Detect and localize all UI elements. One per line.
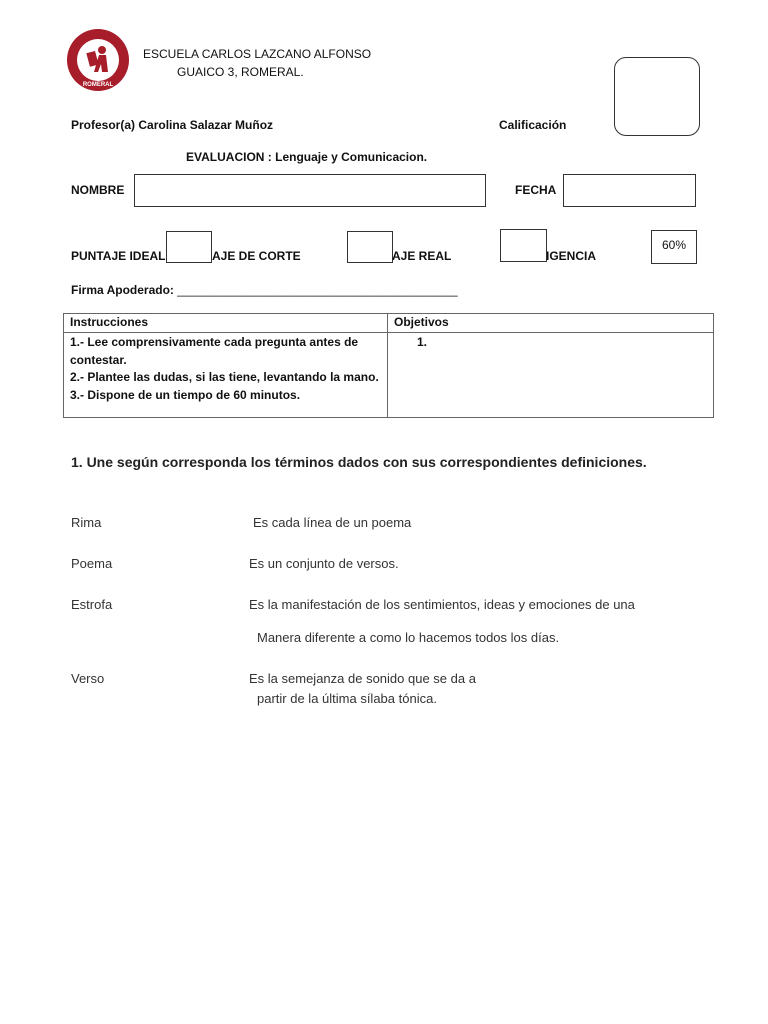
question-title: 1. Une según corresponda los términos dados con sus correspondientes definiciones. <box>71 454 647 470</box>
term-poema: Poema <box>71 556 113 571</box>
exigencia-label: IGENCIA <box>546 249 597 263</box>
firma-line[interactable]: __________________________________________ <box>177 283 458 297</box>
fecha-label: FECHA <box>515 183 557 197</box>
definition-4: Manera diferente a como lo hacemos todos los días. <box>257 630 560 645</box>
puntaje-ideal-label: PUNTAJE IDEAL <box>71 249 166 263</box>
school-address: GUAICO 3, ROMERAL. <box>177 65 304 79</box>
definition-3: Es la manifestación de los sentimientos, ideas y emociones de una <box>249 597 635 612</box>
objective-item: 1. <box>417 335 428 349</box>
teacher-name: Profesor(a) Carolina Salazar Muñoz <box>71 118 274 132</box>
definition-6: partir de la última sílaba tónica. <box>257 691 437 706</box>
school-name: ESCUELA CARLOS LAZCANO ALFONSO <box>143 47 372 61</box>
puntaje-real-label: AJE REAL <box>392 249 452 263</box>
exigencia-value-box <box>651 230 697 264</box>
grade-box[interactable] <box>614 57 700 136</box>
instruction-item: 3.- Dispone de un tiempo de 60 minutos. <box>70 387 301 402</box>
definition-1: Es cada línea de un poema <box>253 515 412 530</box>
term-rima: Rima <box>71 515 102 530</box>
instruction-item: 1.- Lee comprensivamente cada pregunta antes de contestar. <box>70 335 359 367</box>
exigencia-box[interactable] <box>500 229 547 262</box>
objetivos-header: Objetivos <box>388 314 714 333</box>
evaluation-title: EVALUACION : Lenguaje y Comunicacion. <box>186 150 428 164</box>
term-estrofa: Estrofa <box>71 597 113 612</box>
puntaje-ideal-box[interactable] <box>166 231 212 263</box>
instructions-table <box>63 313 714 418</box>
calificacion-label: Calificación <box>499 118 567 132</box>
term-verso: Verso <box>71 671 105 686</box>
definition-2: Es un conjunto de versos. <box>249 556 399 571</box>
puntaje-corte-box[interactable] <box>347 231 393 263</box>
puntaje-corte-label: AJE DE CORTE <box>212 249 301 263</box>
instrucciones-header: Instrucciones <box>64 314 388 333</box>
nombre-label: NOMBRE <box>71 183 125 197</box>
exigencia-value: 60% <box>661 238 687 252</box>
firma-label: Firma Apoderado: <box>71 283 178 297</box>
nombre-field[interactable] <box>134 174 486 207</box>
school-logo <box>66 28 130 92</box>
svg-text:ROMERAL: ROMERAL <box>82 82 114 88</box>
instructions-cell <box>64 333 388 418</box>
definition-5: Es la semejanza de sonido que se da a <box>249 671 476 686</box>
instruction-item: 2.- Plantee las dudas, si las tiene, levantando la mano. <box>70 370 379 384</box>
objectives-cell <box>388 333 714 418</box>
firma-apoderado <box>71 283 458 297</box>
fecha-field[interactable] <box>563 174 696 207</box>
